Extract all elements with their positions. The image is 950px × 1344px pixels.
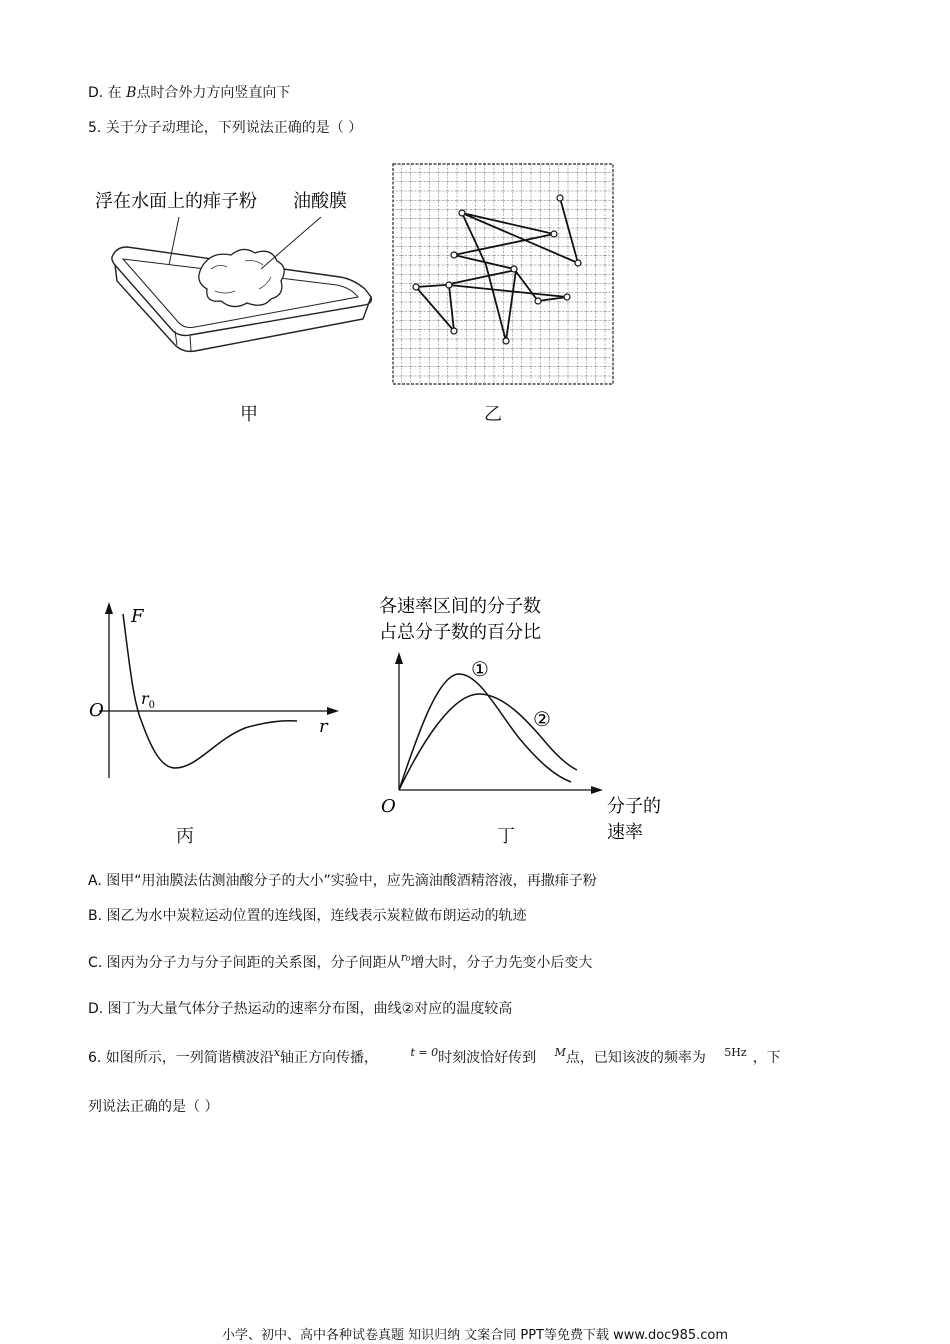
grid-area bbox=[393, 164, 613, 384]
q6-part5: ，下 bbox=[752, 1050, 781, 1066]
ding-xlabel-line2: 速率 bbox=[607, 822, 643, 843]
q6-var-m: M bbox=[554, 1046, 566, 1059]
ding-xlabel-line1: 分子的 bbox=[607, 796, 661, 817]
q6-part1: 6. 如图所示，一列简谐横波沿 bbox=[88, 1050, 274, 1066]
ding-origin: O bbox=[381, 796, 396, 817]
ding-curve-1-label: ① bbox=[471, 657, 489, 681]
option-c-r0: r₀ bbox=[400, 951, 411, 964]
caption-bing: 丙 bbox=[176, 826, 194, 847]
q6-part3: 时刻波恰好传到 bbox=[438, 1050, 537, 1066]
option-a: A. 图甲“用油膜法估测油酸分子的大小”实验中，应先滴油酸酒精溶液，再撒痱子粉 bbox=[88, 873, 597, 889]
oil-film-blob bbox=[199, 249, 284, 306]
figure-ding-distribution bbox=[375, 590, 685, 850]
option-c-post: 增大时，分子力先变小后变大 bbox=[410, 955, 593, 971]
option-c bbox=[88, 951, 592, 972]
pointer-film bbox=[261, 217, 321, 269]
pointer-powder bbox=[169, 217, 179, 265]
option-d-prefix: D. 在 bbox=[88, 85, 122, 101]
ding-ylabel-line1: 各速率区间的分子数 bbox=[379, 596, 541, 617]
question-6-line1 bbox=[88, 1046, 781, 1067]
option-c-pre: C. 图丙为分子力与分子间距的关系图，分子间距从 bbox=[88, 955, 401, 971]
figure-jia-tray bbox=[95, 185, 385, 365]
point-b-var: B bbox=[126, 85, 137, 101]
option-d-suffix: 点时合外力方向竖直向下 bbox=[136, 85, 291, 101]
question-6-line2: 列说法正确的是（ ） bbox=[88, 1099, 219, 1115]
figure-bing-force bbox=[85, 600, 345, 790]
caption-ding: 丁 bbox=[497, 826, 515, 847]
caption-yi: 乙 bbox=[484, 404, 502, 425]
bing-r0-label: $r_0$ bbox=[141, 689, 156, 711]
q6-var-x: x bbox=[273, 1046, 281, 1059]
caption-jia: 甲 bbox=[240, 404, 258, 425]
figure-yi-grid bbox=[392, 163, 614, 385]
bing-axis-y-label: F bbox=[131, 606, 144, 627]
q6-part2: 轴正方向传播， bbox=[280, 1050, 379, 1066]
bing-force-curve bbox=[123, 614, 297, 768]
q6-var-t: t = 0 bbox=[410, 1046, 439, 1059]
label-powder: 浮在水面上的痱子粉 bbox=[95, 191, 257, 212]
footer-banner: 小学、初中、高中各种试卷真题 知识归纳 文案合同 PPT等免费下载 www.doc985.com bbox=[221, 1328, 729, 1343]
q6-var-freq: 5Hz bbox=[724, 1046, 747, 1059]
bing-origin: O bbox=[89, 700, 104, 721]
q6-part4: 点，已知该波的频率为 bbox=[565, 1050, 706, 1066]
option-b: B. 图乙为水中炭粒运动位置的连线图，连线表示炭粒做布朗运动的轨迹 bbox=[88, 908, 527, 924]
bing-axis-x-label: r bbox=[319, 716, 328, 737]
option-d: D. 图丁为大量气体分子热运动的速率分布图，曲线②对应的温度较高 bbox=[88, 1001, 513, 1017]
ding-curve-2-label: ② bbox=[533, 707, 551, 731]
ding-ylabel-line2: 占总分子数的百分比 bbox=[379, 622, 541, 643]
previous-option-d bbox=[88, 82, 290, 102]
ding-curve-1 bbox=[399, 674, 571, 790]
question-5-stem: 5. 关于分子动理论，下列说法正确的是（ ） bbox=[88, 120, 363, 136]
label-oil-film: 油酸膜 bbox=[293, 191, 347, 212]
